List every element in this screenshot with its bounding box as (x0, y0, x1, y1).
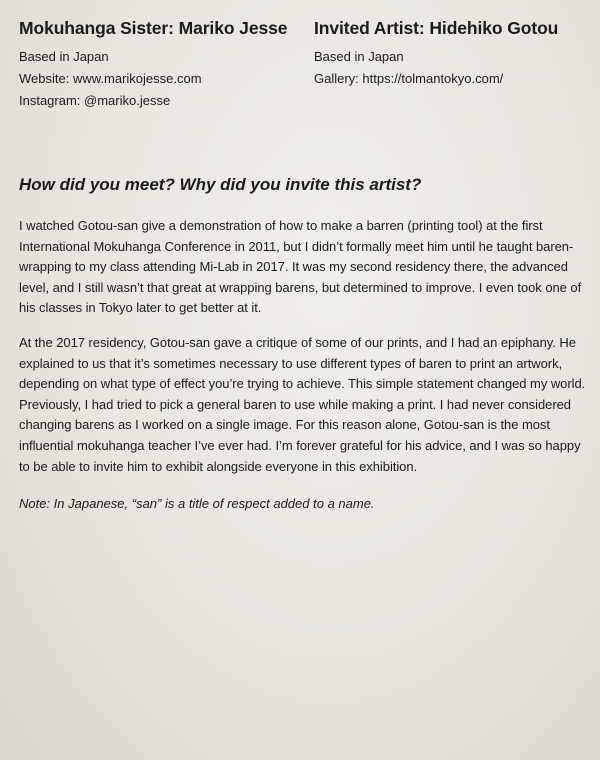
footnote: Note: In Japanese, “san” is a title of respect added to a name. (19, 496, 375, 511)
left-artist-website: Website: www.marikojesse.com (19, 71, 202, 86)
right-artist-location: Based in Japan (314, 49, 404, 64)
left-artist-location: Based in Japan (19, 49, 109, 64)
paragraph-second: At the 2017 residency, Gotou-san gave a critique of some of our prints, and I had an epiphany. He explained to us that it’s sometimes necessary to use different types of baren to print an artwork, depending on what type of effect you’re trying to achieve. This simple statement changed my world. Previously, I had tried to pick a general baren to use while making a print. I had never considered changing barens as I worked on a single image. For this reason alone, Gotou-san is the most influential mokuhanga teacher I’ve ever had. I’m forever grateful for his advice, and I was so happy to be able to invite him to exhibit alongside everyone in this exhibition. (19, 335, 586, 474)
paragraph-first: I watched Gotou-san give a demonstration of how to make a barren (printing tool) at the first International Mokuhanga Conference in 2011, but I didn’t formally meet him until he taught baren-wrapping to my class attending Mi-Lab in 2017. It was my second residency there, the advanced level, and I still wasn’t that great at wrapping barens, but determined to improve. I even took one of his classes in Tokyo later to get better at it. (19, 218, 582, 316)
right-artist-block (314, 16, 594, 90)
right-artist-gallery: Gallery: https://tolmantokyo.com/ (314, 71, 504, 86)
left-artist-heading: Mokuhanga Sister: Mariko Jesse (19, 18, 288, 38)
right-artist-heading: Invited Artist: Hidehiko Gotou (314, 18, 559, 38)
left-artist-block (19, 16, 304, 112)
left-artist-instagram: Instagram: @mariko.jesse (19, 93, 171, 108)
question-heading: How did you meet? Why did you invite this artist? (19, 175, 422, 194)
